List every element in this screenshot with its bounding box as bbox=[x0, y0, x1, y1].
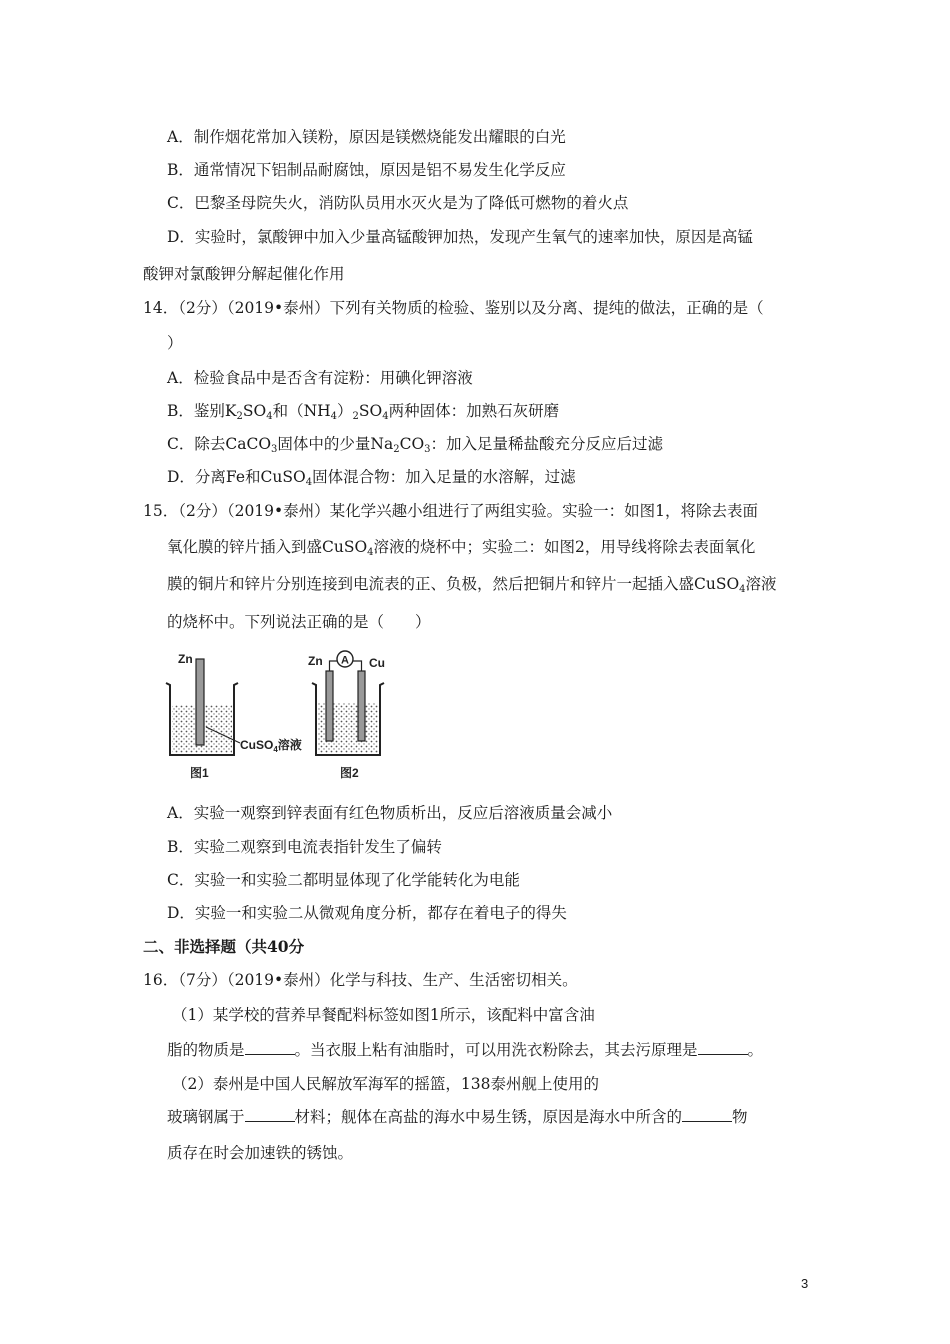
ammeter-label: A bbox=[341, 654, 349, 667]
q15-stem: 15．（2分）（2019•泰州）某化学兴趣小组进行了两组实验。实验一：如图1，将除去表面 bbox=[143, 502, 759, 520]
q15-experiment-figure bbox=[160, 645, 405, 785]
q13-option-a: A．制作烟花常加入镁粉，原因是镁燃烧能发出耀眼的白光 bbox=[167, 128, 566, 146]
q13-option-d: D．实验时，氯酸钾中加入少量高锰酸钾加热，发现产生氧气的速率加快，原因是高锰 bbox=[167, 228, 753, 246]
figure2-wire-left bbox=[330, 661, 338, 671]
answer-blank-4[interactable] bbox=[682, 1107, 732, 1122]
answer-blank-3[interactable] bbox=[245, 1107, 295, 1122]
q16-part2-continued: 玻璃钢属于 材料；舰体在高盐的海水中易生锈，原因是海水中所含的 物 bbox=[167, 1108, 748, 1126]
q13-option-c: C．巴黎圣母院失火，消防队员用水灭火是为了降低可燃物的着火点 bbox=[167, 194, 629, 212]
figure2-cu-label: Cu bbox=[369, 656, 385, 670]
figure1-caption: 图1 bbox=[190, 766, 209, 780]
figure1-zn-label: Zn bbox=[178, 652, 193, 666]
q14-stem: 14．（2分）（2019•泰州）下列有关物质的检验、鉴别以及分离、提纯的做法，正确的是（ bbox=[143, 299, 764, 317]
figure2-zn-label: Zn bbox=[308, 654, 323, 668]
q13-option-d-continued: 酸钾对氯酸钾分解起催化作用 bbox=[143, 265, 345, 283]
figure2-beaker bbox=[312, 683, 384, 755]
q16-part2: （2）泰州是中国人民解放军海军的摇篮，138泰州舰上使用的 bbox=[172, 1075, 599, 1093]
solution-label: CuSO$_4$溶液 bbox=[240, 738, 302, 754]
figure2-caption: 图2 bbox=[340, 766, 359, 780]
section-heading: 二、非选择题（共40分 bbox=[143, 937, 305, 956]
q14-stem-continued: ） bbox=[167, 334, 183, 352]
answer-blank-2[interactable] bbox=[698, 1040, 748, 1055]
q14-option-d: D．分离Fe和CuSO$_4$固体混合物：加入足量的水溶解，过滤 bbox=[167, 468, 576, 488]
q15-option-a: A．实验一观察到锌表面有红色物质析出，反应后溶液质量会减小 bbox=[167, 804, 613, 822]
figure2-copper-strip bbox=[358, 671, 365, 741]
figure2-wire-right bbox=[353, 661, 362, 671]
figure1-zinc-strip bbox=[196, 659, 204, 745]
q13-option-b: B．通常情况下铝制品耐腐蚀，原因是铝不易发生化学反应 bbox=[167, 161, 566, 179]
q15-option-b: B．实验二观察到电流表指针发生了偏转 bbox=[167, 838, 442, 856]
q16-stem: 16．（7分）（2019•泰州）化学与科技、生产、生活密切相关。 bbox=[143, 971, 578, 989]
q15-stem-line3: 膜的铜片和锌片分别连接到电流表的正、负极，然后把铜片和锌片一起插入盛CuSO$_4$溶液 bbox=[167, 575, 777, 595]
page-number: 3 bbox=[801, 1276, 809, 1291]
q14-option-a: A．检验食品中是否含有淀粉：用碘化钾溶液 bbox=[167, 369, 473, 387]
q15-option-d: D．实验一和实验二从微观角度分析，都存在着电子的得失 bbox=[167, 904, 567, 922]
q16-part2-end: 质存在时会加速铁的锈蚀。 bbox=[167, 1144, 354, 1162]
q15-stem-line4: 的烧杯中。下列说法正确的是（ ） bbox=[167, 613, 431, 631]
answer-blank-1[interactable] bbox=[245, 1040, 295, 1055]
figure2-zinc-strip bbox=[326, 671, 333, 741]
q15-stem-line2: 氧化膜的锌片插入到盛CuSO$_4$溶液的烧杯中；实验二：如图2，用导线将除去表面氧化 bbox=[167, 538, 756, 558]
q15-option-c: C．实验一和实验二都明显体现了化学能转化为电能 bbox=[167, 871, 520, 889]
q14-option-c: C．除去CaCO$_3$固体中的少量$Na_2CO_3$：加入足量稀盐酸充分反应后过滤 bbox=[167, 435, 664, 455]
q16-part1: （1）某学校的营养早餐配料标签如图1所示，该配料中富含油 bbox=[172, 1006, 595, 1024]
q16-part1-continued: 脂的物质是 。当衣服上粘有油脂时，可以用洗衣粉除去，其去污原理是 。 bbox=[167, 1041, 764, 1059]
q14-option-b: B．鉴别$K_2SO_4$和$(NH_4)_2SO_4$两种固体：加熟石灰研磨 bbox=[167, 402, 560, 422]
